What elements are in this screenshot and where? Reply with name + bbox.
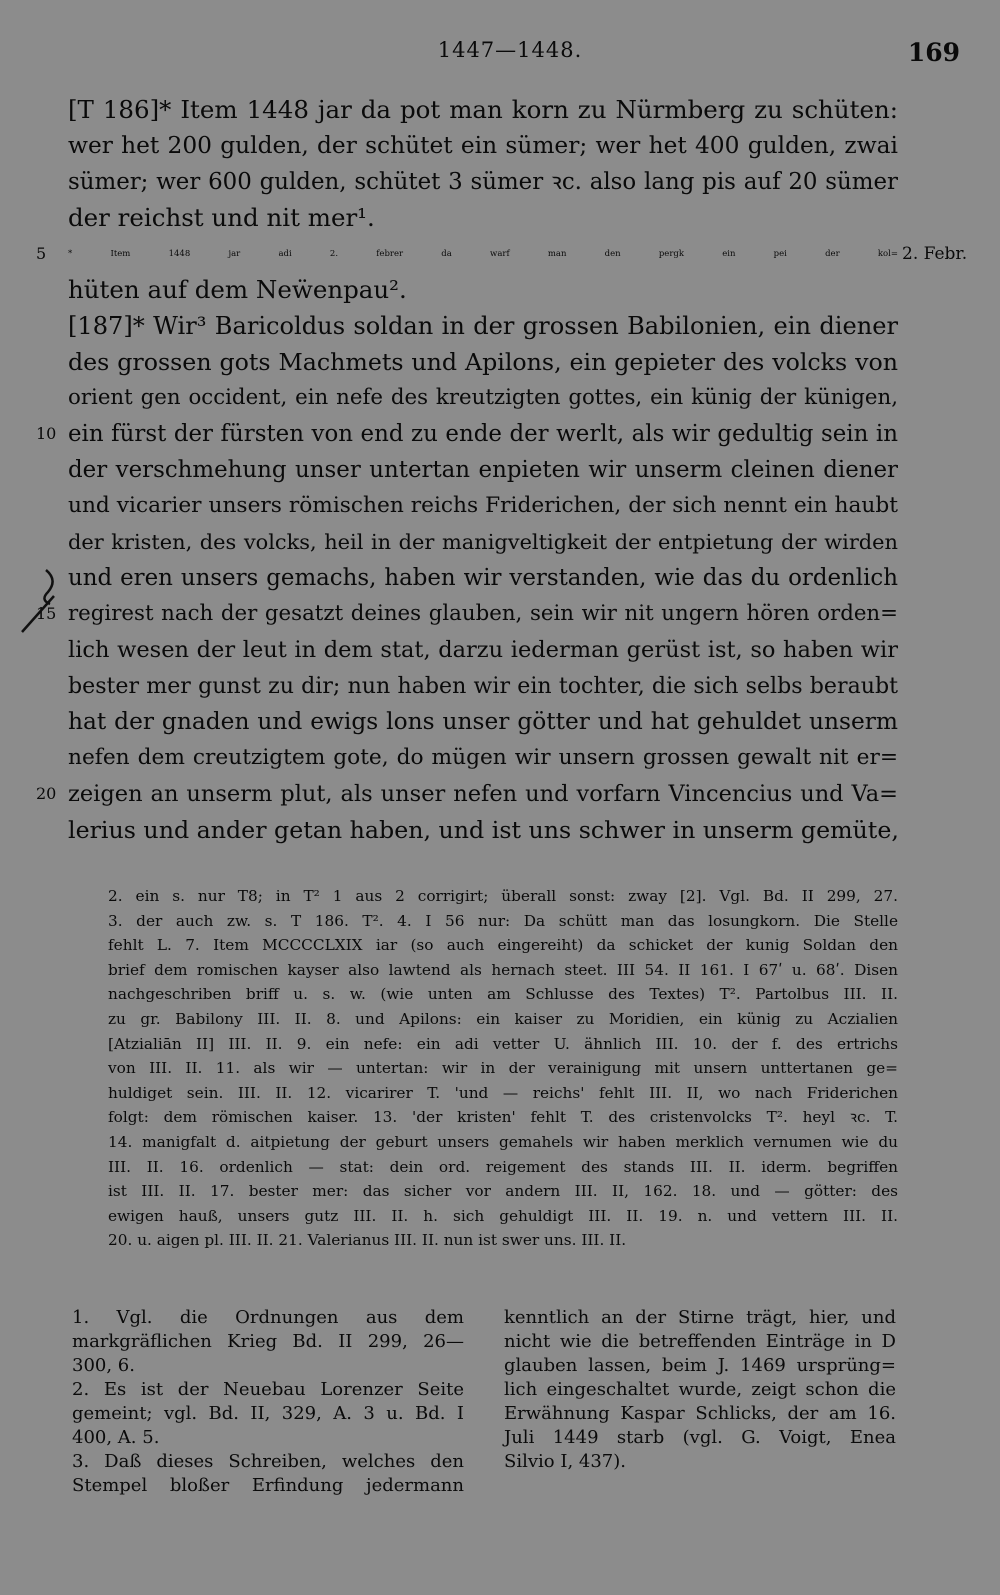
apparatus-line: von III. II. 11. als wir — untertan: wir in der verainigung mit unsern unttertanen ge= [108, 1059, 898, 1078]
footnote-line: gemeint; vgl. Bd. II, 329, A. 3 u. Bd. I [72, 1403, 464, 1424]
footnote-line: Stempel bloßer Erfindung jedermann [72, 1475, 464, 1496]
text-line: hat der gnaden und ewigs lons unser götter und hat gehuldet unserm [68, 708, 898, 735]
footnote-line: Juli 1449 starb (vgl. G. Voigt, Enea [504, 1427, 896, 1448]
text-line: des grossen gots Machmets und Apilons, ein gepieter des volcks von [68, 348, 898, 376]
handwritten-bracket-mark [18, 566, 58, 636]
text-line: der kristen, des volcks, heil in der manigveltigkeit der entpietung der wirden [68, 530, 898, 554]
apparatus-line: III. II. 16. ordenlich — stat: dein ord. reigement des stands III. II. iderm. begriffen [108, 1157, 898, 1176]
text-line: 5 * Item 1448 jar adi 2. febrer da warf man den pergk ein pei der kol= 2. Febr. [68, 236, 898, 272]
text-line: und vicarier unsers römischen reichs Friderichen, der sich nennt ein haubt [68, 493, 898, 518]
text-line: 15 regirest nach der gesatzt deines glauben, sein wir nit ungern hören orden= [68, 596, 898, 632]
text-line: wer het 200 gulden, der schütet ein sümer; wer het 400 gulden, zwai [68, 132, 898, 159]
footnote-line: kenntlich an der Stirne trägt, hier, und [504, 1307, 896, 1328]
apparatus-line: 3. der auch zw. s. T 186. T². 4. I 56 nur: Da schütt man das losungkorn. Die Stelle [108, 911, 898, 930]
apparatus-line: 20. u. aigen pl. III. II. 21. Valerianus III. II. nun ist swer uns. III. II. [108, 1231, 627, 1250]
text-line: lich wesen der leut in dem stat, darzu iederman gerüst ist, so haben wir [68, 637, 898, 663]
apparatus-line: 14. manigfalt d. aitpietung der geburt unsers gemahels wir haben merklich vernumen wie du [108, 1132, 898, 1151]
text-line: [187]* Wir³ Baricoldus soldan in der grossen Babilonien, ein diener [68, 312, 898, 340]
text-line: 10 ein fürst der fürsten von end zu ende der werlt, als wir gedultig sein in [68, 416, 898, 452]
footnote-line: 300, 6. [72, 1355, 135, 1376]
apparatus-line: [Atzialiān II] III. II. 9. ein nefe: ein adi vetter U. ähnlich III. 10. der f. des ertrichs [108, 1034, 898, 1053]
running-head [60, 38, 960, 72]
apparatus-line: fehlt L. 7. Item MCCCCLXIX iar (so auch eingereiht) da schicket der kunig Soldan den [108, 936, 898, 955]
footnote-line: glauben lassen, beim J. 1469 ursprüng= [504, 1355, 896, 1376]
line-number: 15 [36, 604, 57, 623]
text-line: 20 zeigen an unserm plut, als unser nefen und vorfarn Vincencius und Va= [68, 776, 898, 812]
footnote-line: 400, A. 5. [72, 1427, 160, 1448]
text-line: orient gen occident, ein nefe des kreutzigten gottes, ein künig der künigen, [68, 385, 898, 410]
apparatus-line: huldiget sein. III. II. 12. vicarirer T. 'und — reichs' fehlt III. II, wo nach Friderichen [108, 1083, 898, 1102]
apparatus-line: zu gr. Babilony III. II. 8. und Apilons: ein kaiser zu Moridien, ein künig zu Aczialien [108, 1009, 898, 1028]
footnotes-left-column [72, 1306, 464, 1498]
running-head-years: 1447—1448. [437, 38, 583, 62]
text-line: bester mer gunst zu dir; nun haben wir ein tochter, die sich selbs beraubt [68, 673, 898, 699]
line-number: 20 [36, 784, 57, 803]
line-number: 5 [36, 244, 47, 263]
page-number: 169 [907, 38, 960, 67]
footnote-line: 3. Daß dieses Schreiben, welches den [72, 1451, 464, 1472]
apparatus-line: nachgeschriben briff u. s. w. (wie unten am Schlusse des Textes) T². Partolbus III. II. [108, 985, 898, 1004]
text-line: [T 186]* Item 1448 jar da pot man korn zu Nürmberg zu schüten: [68, 95, 898, 124]
text-line: der reichst und nit mer¹. [68, 203, 375, 232]
text-line: der verschmehung unser untertan enpieten wir unserm cleinen diener [68, 457, 898, 483]
footnote-line: Silvio I, 437). [504, 1451, 626, 1472]
apparatus-line: brief dem romischen kayser also lawtend als hernach steet. III 54. II 161. I 67ʹ u. 68ʹ. Disen [108, 960, 898, 979]
text-line: sümer; wer 600 gulden, schütet 3 sümer ꝛc. also lang pis auf 20 sümer [68, 169, 898, 195]
apparatus-line: ist III. II. 17. bester mer: das sicher vor andern III. II, 162. 18. und — götter: des [108, 1182, 898, 1201]
text-line: und eren unsers gemachs, haben wir verstanden, wie das du ordenlich [68, 565, 898, 591]
critical-apparatus [108, 884, 898, 1253]
line-number: 10 [36, 424, 57, 443]
text-line: lerius und ander getan haben, und ist uns schwer in unserm gemüte, [68, 816, 899, 844]
margin-date-note: 2. Febr. [902, 244, 968, 264]
footnotes-right-column [504, 1306, 896, 1474]
footnote-line: 2. Es ist der Neuebau Lorenzer Seite [72, 1379, 464, 1400]
footnote-line: nicht wie die betreffenden Einträge in D [504, 1331, 896, 1352]
apparatus-line: ewigen hauß, unsers gutz III. II. h. sich gehuldigt III. II. 19. n. und vettern III. II. [108, 1206, 898, 1225]
apparatus-line: folgt: dem römischen kaiser. 13. 'der kristen' fehlt T. des cristenvolcks T². heyl ꝛc. T. [108, 1108, 898, 1127]
footnote-line: markgräflichen Krieg Bd. II 299, 26— [72, 1331, 464, 1352]
footnote-line: lich eingeschaltet wurde, zeigt schon die [504, 1379, 896, 1400]
text-line: nefen dem creutzigtem gote, do mügen wir unsern grossen gewalt nit er= [68, 745, 898, 770]
footnote-line: 1. Vgl. die Ordnungen aus dem [72, 1307, 464, 1328]
footnote-line: Erwähnung Kaspar Schlicks, der am 16. [504, 1403, 896, 1424]
apparatus-line: 2. ein s. nur T8; in T² 1 aus 2 corrigirt; überall sonst: zway [2]. Vgl. Bd. II 299, 27. [108, 887, 898, 905]
text-line: hüten auf dem Neẅenpau². [68, 275, 407, 304]
main-text [36, 92, 968, 848]
